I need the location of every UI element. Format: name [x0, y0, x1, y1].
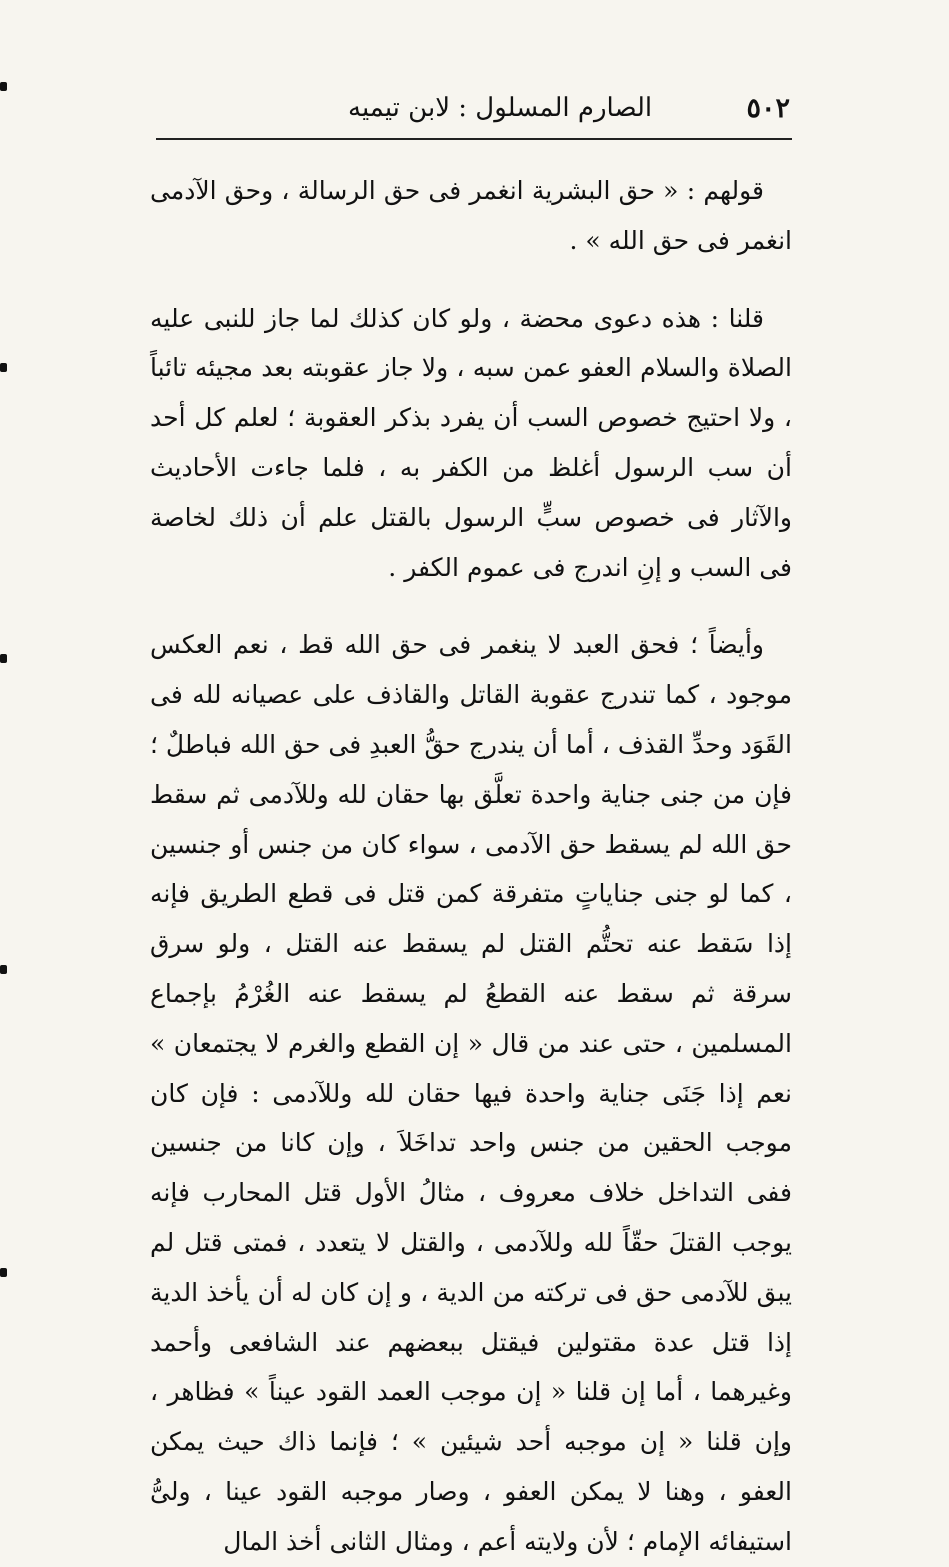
page-header: [158, 88, 790, 128]
margin-mark: [0, 1268, 7, 1277]
paragraph: قولهم : « حق البشرية انغمر فى حق الرسالة ، وحق الآدمى انغمر فى حق الله » .: [150, 176, 792, 255]
header-rule: [156, 138, 792, 140]
margin-mark: [0, 82, 7, 91]
paragraph: قلنا : هذه دعوى محضة ، ولو كان كذلك لما جاز للنبى عليه الصلاة والسلام العفو عمن سبه ، ولا جاز عقوبته بعد مجيئه تائباً ، ولا احتيج خصوص السب أن يفرد بذكر العقوبة ؛ لعلم كل أحد أن سب الرسول أغلظ من الكفر به ، فلما جاءت الأحاديث والآثار فى خصوص سبٍّ الرسول بالقتل علم أن ذلك لخاصة فى السب و إنِ اندرج فى عموم الكفر .: [150, 303, 792, 582]
margin-mark: [0, 363, 7, 372]
margin-mark: [0, 654, 7, 663]
margin-mark: [0, 965, 7, 974]
running-title: الصارم المسلول : لابن تيميه: [348, 93, 653, 123]
page-number: ٥٠٢: [746, 92, 790, 124]
paragraph: وأيضاً ؛ فحق العبد لا ينغمر فى حق الله قط ، نعم العكس موجود ، كما تندرج عقوبة القاتل والقاذف على عصيانه لله فى القَوَد وحدِّ القذف ، أما أن يندرج حقُّ العبدِ فى حق الله فباطلٌ ؛ فإن من جنى جناية واحدة تعلَّق بها حقان لله وللآدمى ثم سقط حق الله لم يسقط حق الآدمى ، سواء كان من جنس أو جنسين ، كما لو جنى جناياتٍ متفرقة كمن قتل فى قطع الطريق فإنه إذا سَقط عنه تحتُّم القتل لم يسقط عنه القتل ، ولو سرق سرقة ثم سقط عنه القطعُ لم يسقط عنه الغُرْمُ بإجماع المسلمين ، حتى عند من قال « إن القطع والغرم لا يجتمعان » نعم إذا جَنَى جناية واحدة فيها حقان لله وللآدمى : فإن كان موجب الحقين من جنس واحد تداخَلاَ ، وإن كانا من جنسين ففى التداخل خلاف معروف ، مثالُ الأول قتل المحارب فإنه يوجب القتلَ حقّاً لله وللآدمى ، والقتل لا يتعدد ، فمتى قتل لم يبق للآدمى حق فى تركته من الدية ، و إن كان له أن يأخذ الدية إذا قتل عدة مقتولين فيقتل ببعضهم عند الشافعى وأحمد وغيرهما ، أما إن قلنا « إن موجب العمد القود عيناً » فظاهر ، وإن قلنا « إن موجبه أحد شيئين » ؛ فإنما ذاك حيث يمكن العفو ، وهنا لا يمكن العفو ، وصار موجبه القود عينا ، ولىُّ استيفائه الإمام ؛ لأن ولايته أعم ، ومثال الثانى أخذ المال: [150, 630, 792, 1556]
body-text: [150, 166, 792, 1567]
